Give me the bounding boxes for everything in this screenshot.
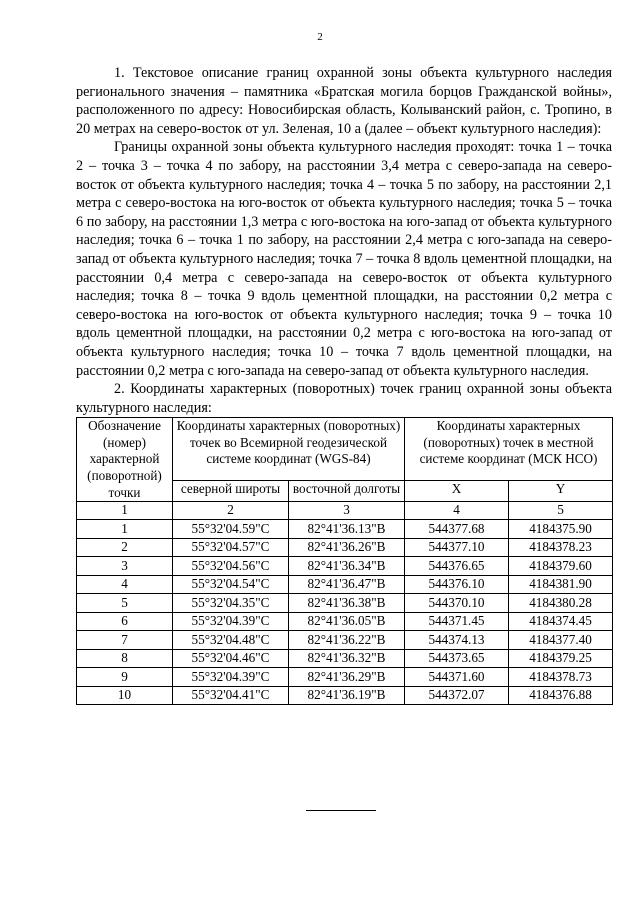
table-row bbox=[77, 686, 613, 705]
y-coordinate-cell: 4184374.45 bbox=[509, 612, 613, 631]
longitude-cell: 82°41'36.19"В bbox=[289, 686, 405, 705]
x-coordinate-cell: 544374.13 bbox=[405, 631, 509, 650]
paragraph-boundaries: Границы охранной зоны объекта культурного наследия проходят: точка 1 – точка 2 – точка 3 – точка 4 по забору, на расстоянии 3,4 метра с северо-запада на северо-восток от объекта культурного наследия; точка 4 – точка 5 по забору, на расстоянии 2,1 метра с северо-востока на юго-восток от объекта культурного наследия; точка 5 – точка 6 по забору, на расстоянии 1,3 метра с юго-востока на юго-запад от объекта культурного наследия; точка 6 – точка 1 по забору, на расстоянии 2,4 метра с юго-запада на северо-запад от объекта культурного наследия; точка 7 – точка 8 вдоль цементной площадки, на расстоянии 0,4 метра с северо-запада на северо-восток от объекта культурного наследия; точка 8 – точка 9 вдоль цементной площадки, на расстоянии 0,2 метра с северо-востока на юго-восток от объекта культурного наследия; точка 9 – точка 10 вдоль цементной площадки, на расстоянии 0,2 метра с юго-востока на юго-запад от объекта культурного наследия; точка 10 – точка 7 вдоль цементной площадки, на расстоянии 0,2 метра с юго-запада на северо-запад от объекта культурного наследия. bbox=[76, 139, 612, 379]
column-number: 5 bbox=[509, 502, 613, 520]
latitude-cell: 55°32'04.41"С bbox=[173, 686, 289, 705]
point-number-cell: 9 bbox=[77, 668, 173, 687]
header-designation: Обозначение (номер) характерной (поворотной) точки bbox=[77, 418, 173, 502]
latitude-cell: 55°32'04.54"С bbox=[173, 575, 289, 594]
table-row bbox=[77, 594, 613, 613]
table-row bbox=[77, 612, 613, 631]
latitude-cell: 55°32'04.59"С bbox=[173, 520, 289, 539]
subheader-north-latitude: северной широты bbox=[173, 480, 289, 502]
longitude-cell: 82°41'36.38"В bbox=[289, 594, 405, 613]
point-number-cell: 8 bbox=[77, 649, 173, 668]
page-number: 2 bbox=[317, 31, 323, 43]
point-number-cell: 10 bbox=[77, 686, 173, 705]
point-number-cell: 6 bbox=[77, 612, 173, 631]
y-coordinate-cell: 4184378.23 bbox=[509, 538, 613, 557]
longitude-cell: 82°41'36.47"В bbox=[289, 575, 405, 594]
column-number: 4 bbox=[405, 502, 509, 520]
x-coordinate-cell: 544370.10 bbox=[405, 594, 509, 613]
y-coordinate-cell: 4184381.90 bbox=[509, 575, 613, 594]
longitude-cell: 82°41'36.32"В bbox=[289, 649, 405, 668]
y-coordinate-cell: 4184379.60 bbox=[509, 557, 613, 576]
table-row bbox=[77, 575, 613, 594]
header-wgs84: Координаты характерных (поворотных) точек во Всемирной геодезической системе координат (WGS-84) bbox=[173, 418, 405, 480]
latitude-cell: 55°32'04.46"С bbox=[173, 649, 289, 668]
point-number-cell: 7 bbox=[77, 631, 173, 650]
x-coordinate-cell: 544376.65 bbox=[405, 557, 509, 576]
latitude-cell: 55°32'04.35"С bbox=[173, 594, 289, 613]
point-number-cell: 2 bbox=[77, 538, 173, 557]
latitude-cell: 55°32'04.39"С bbox=[173, 668, 289, 687]
longitude-cell: 82°41'36.29"В bbox=[289, 668, 405, 687]
longitude-cell: 82°41'36.34"В bbox=[289, 557, 405, 576]
table-row bbox=[77, 520, 613, 539]
point-number-cell: 4 bbox=[77, 575, 173, 594]
table-row bbox=[77, 649, 613, 668]
y-coordinate-cell: 4184377.40 bbox=[509, 631, 613, 650]
table-header-row bbox=[77, 418, 613, 480]
y-coordinate-cell: 4184380.28 bbox=[509, 594, 613, 613]
y-coordinate-cell: 4184378.73 bbox=[509, 668, 613, 687]
table-row bbox=[77, 668, 613, 687]
table-row bbox=[77, 557, 613, 576]
longitude-cell: 82°41'36.05"В bbox=[289, 612, 405, 631]
longitude-cell: 82°41'36.13"В bbox=[289, 520, 405, 539]
column-number: 2 bbox=[173, 502, 289, 520]
latitude-cell: 55°32'04.48"С bbox=[173, 631, 289, 650]
point-number-cell: 5 bbox=[77, 594, 173, 613]
x-coordinate-cell: 544377.68 bbox=[405, 520, 509, 539]
subheader-east-longitude: восточной долготы bbox=[289, 480, 405, 502]
latitude-cell: 55°32'04.56"С bbox=[173, 557, 289, 576]
separator-line bbox=[306, 810, 376, 811]
paragraph-description: 1. Текстовое описание границ охранной зоны объекта культурного наследия регионального значения – памятника «Братская могила борцов Гражданской войны», расположенного по адресу: Новосибирская область, Колыванский район, с. Тропино, в 20 метрах на северо-восток от ул. Зеленая, 10 а (далее – объект культурного наследия): bbox=[76, 65, 612, 137]
longitude-cell: 82°41'36.26"В bbox=[289, 538, 405, 557]
x-coordinate-cell: 544371.45 bbox=[405, 612, 509, 631]
point-number-cell: 3 bbox=[77, 557, 173, 576]
latitude-cell: 55°32'04.57"С bbox=[173, 538, 289, 557]
x-coordinate-cell: 544376.10 bbox=[405, 575, 509, 594]
subheader-y: Y bbox=[509, 480, 613, 502]
x-coordinate-cell: 544373.65 bbox=[405, 649, 509, 668]
subheader-x: X bbox=[405, 480, 509, 502]
longitude-cell: 82°41'36.22"В bbox=[289, 631, 405, 650]
column-number-row bbox=[77, 502, 613, 520]
paragraph-coordinates-intro: 2. Координаты характерных (поворотных) точек границ охранной зоны объекта культурного наследия: bbox=[76, 381, 612, 416]
latitude-cell: 55°32'04.39"С bbox=[173, 612, 289, 631]
x-coordinate-cell: 544372.07 bbox=[405, 686, 509, 705]
coordinates-table bbox=[76, 417, 613, 705]
header-msk-nso: Координаты характерных (поворотных) точек в местной системе координат (МСК НСО) bbox=[405, 418, 613, 480]
y-coordinate-cell: 4184375.90 bbox=[509, 520, 613, 539]
x-coordinate-cell: 544371.60 bbox=[405, 668, 509, 687]
point-number-cell: 1 bbox=[77, 520, 173, 539]
column-number: 3 bbox=[289, 502, 405, 520]
table-row bbox=[77, 538, 613, 557]
table-row bbox=[77, 631, 613, 650]
y-coordinate-cell: 4184379.25 bbox=[509, 649, 613, 668]
column-number: 1 bbox=[77, 502, 173, 520]
y-coordinate-cell: 4184376.88 bbox=[509, 686, 613, 705]
x-coordinate-cell: 544377.10 bbox=[405, 538, 509, 557]
document-body bbox=[76, 64, 612, 705]
